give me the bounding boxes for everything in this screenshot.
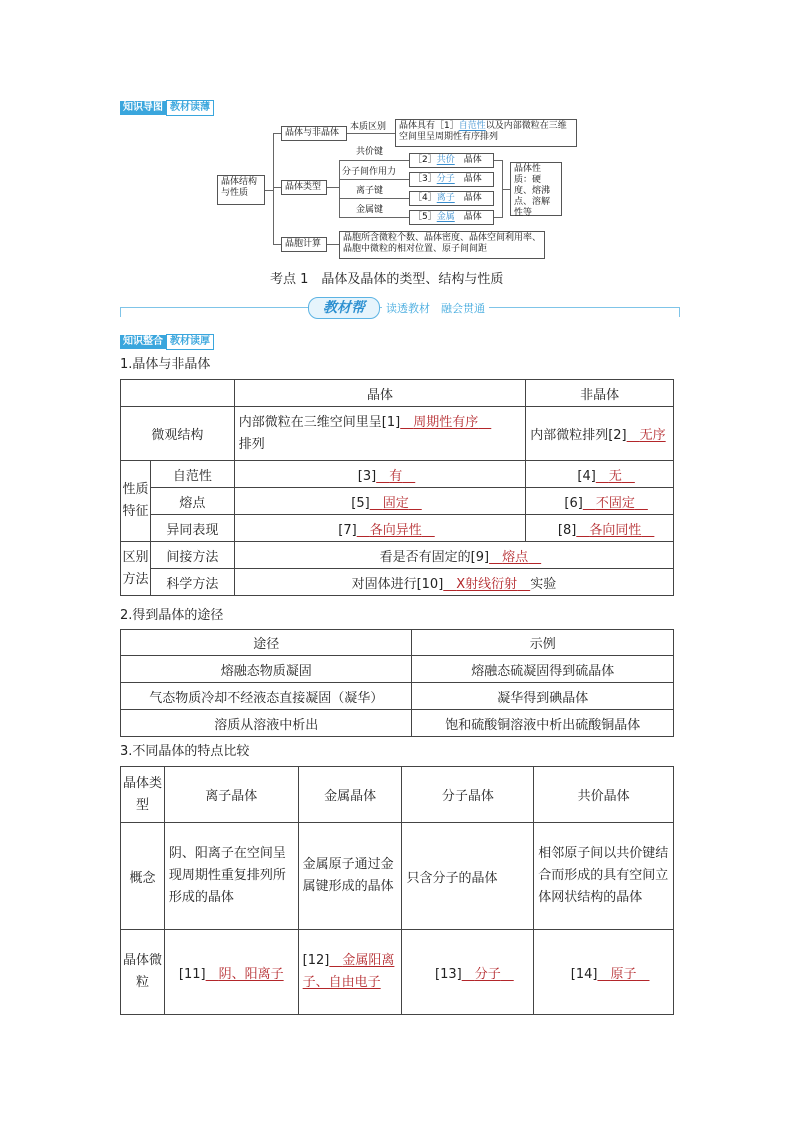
row-self-shaping: 自范性 [150,461,234,488]
cell-concept-molecular: 只含分子的晶体 [402,823,534,930]
col-molecular: 分子晶体 [402,767,534,823]
table-row: 熔融态物质凝固 [121,656,412,683]
mindmap-b3-desc: 晶胞所含微粒个数、晶体密度、晶体空间利用率、晶胞中微粒的相对位置、原子间间距 [339,231,545,259]
cell-aniso-crystal: [7] 各向异性 [234,515,525,542]
cell-particle-metallic: [12] 金属阳离子、自由电子 [298,930,402,1015]
section-heading-kaodian: 考点 1 晶体及晶体的类型、结构与性质 [270,272,504,287]
cell-self-noncrystal: [4] 无 [526,461,674,488]
cell-particle-ionic: [11] 阴、阳离子 [164,930,298,1015]
mindmap-branch-cell-calc: 晶胞计算 [281,237,327,252]
mindmap-key-1: 共价键 [356,147,384,157]
cell-scientific: 对固体进行[10] X射线衍射 实验 [234,569,673,596]
table-crystal-vs-noncrystal [120,379,674,596]
cell-concept-ionic: 阴、阳离子在空间呈现周期性重复排列所形成的晶体 [164,823,298,930]
table-row: 熔融态硫凝固得到硫晶体 [412,656,674,683]
section-1-title: 1.晶体与非晶体 [120,357,211,372]
cell-micro-noncrystal: 内部微粒排列[2] 无序 [526,407,674,461]
row-scientific-method: 科学方法 [150,569,234,596]
cell-indirect: 看是否有固定的[9] 熔点 [234,542,673,569]
row-particles: 晶体微粒 [121,930,165,1015]
row-micro-structure: 微观结构 [121,407,235,461]
mindmap-branch-crystal-types: 晶体类型 [281,180,327,195]
cell-particle-molecular: [13] 分子 [402,930,534,1015]
mindmap-key-2: 分子间作用力 [342,167,397,177]
group-methods: 区别方法 [121,542,151,596]
cell-self-crystal: [3] 有 [234,461,525,488]
section-2-title: 2.得到晶体的途径 [120,608,224,623]
tag-knowledge-integration: 知识整合 [120,335,166,349]
mindmap-crystal-props: 晶体性质：硬度、熔沸点、溶解性等 [510,162,562,216]
mindmap-type-1: ［2］共价 晶体 [409,153,494,168]
cell-melt-crystal: [5] 固定 [234,488,525,515]
col-ionic: 离子晶体 [164,767,298,823]
mindmap-branch-crystal-noncrystal: 晶体与非晶体 [281,126,347,141]
section-3-title: 3.不同晶体的特点比较 [120,744,250,759]
row-anisotropy: 异同表现 [150,515,234,542]
cell-melt-noncrystal: [6] 不固定 [526,488,674,515]
header-tags-2 [120,329,214,350]
mindmap-root: 晶体结构与性质 [217,175,265,205]
table-row: 气态物质冷却不经液态直接凝固（凝华） [121,683,412,710]
col-example: 示例 [412,630,674,656]
banner-subtitle: 读透教材 融会贯通 [382,300,489,316]
row-melting-point: 熔点 [150,488,234,515]
mindmap-type-4: ［5］金属 晶体 [409,210,494,225]
cell-particle-covalent: [14] 原子 [534,930,674,1015]
mindmap-b1-desc: 晶体具有［1］自范性以及内部微粒在三维空间里呈周期性有序排列 [395,119,577,147]
row-indirect-method: 间接方法 [150,542,234,569]
col-way: 途径 [121,630,412,656]
group-properties: 性质特征 [121,461,151,542]
col-metallic: 金属晶体 [298,767,402,823]
col-crystal: 晶体 [234,380,525,407]
col-crystal-type: 晶体类型 [121,767,165,823]
mindmap-key-4: 金属键 [356,205,384,215]
tag-read-thin: 教材读薄 [166,100,214,116]
table-ways-to-crystal [120,629,674,737]
cell-concept-covalent: 相邻原子间以共价键结合而形成的具有空间立体网状结构的晶体 [534,823,674,930]
row-concept: 概念 [121,823,165,930]
mindmap-key-3: 离子键 [356,186,384,196]
mindmap-type-2: ［3］分子 晶体 [409,172,494,187]
table-row: 饱和硫酸铜溶液中析出硫酸铜晶体 [412,710,674,737]
mindmap-essential-diff: 本质区别 [350,122,387,132]
tag-knowledge-map: 知识导图 [120,101,166,115]
col-covalent: 共价晶体 [534,767,674,823]
header-tags [120,95,214,116]
table-crystal-comparison [120,766,674,1015]
table-row: 凝华得到碘晶体 [412,683,674,710]
tag-read-thick: 教材读厚 [166,334,214,350]
table-row: 溶质从溶液中析出 [121,710,412,737]
banner-title: 教材帮 [308,297,380,319]
mindmap-type-3: ［4］离子 晶体 [409,191,494,206]
cell-micro-crystal: 内部微粒在三维空间里呈[1] 周期性有序 排列 [234,407,525,461]
col-noncrystal: 非晶体 [526,380,674,407]
cell-aniso-noncrystal: [8] 各向同性 [526,515,674,542]
cell-concept-metallic: 金属原子通过金属键形成的晶体 [298,823,402,930]
